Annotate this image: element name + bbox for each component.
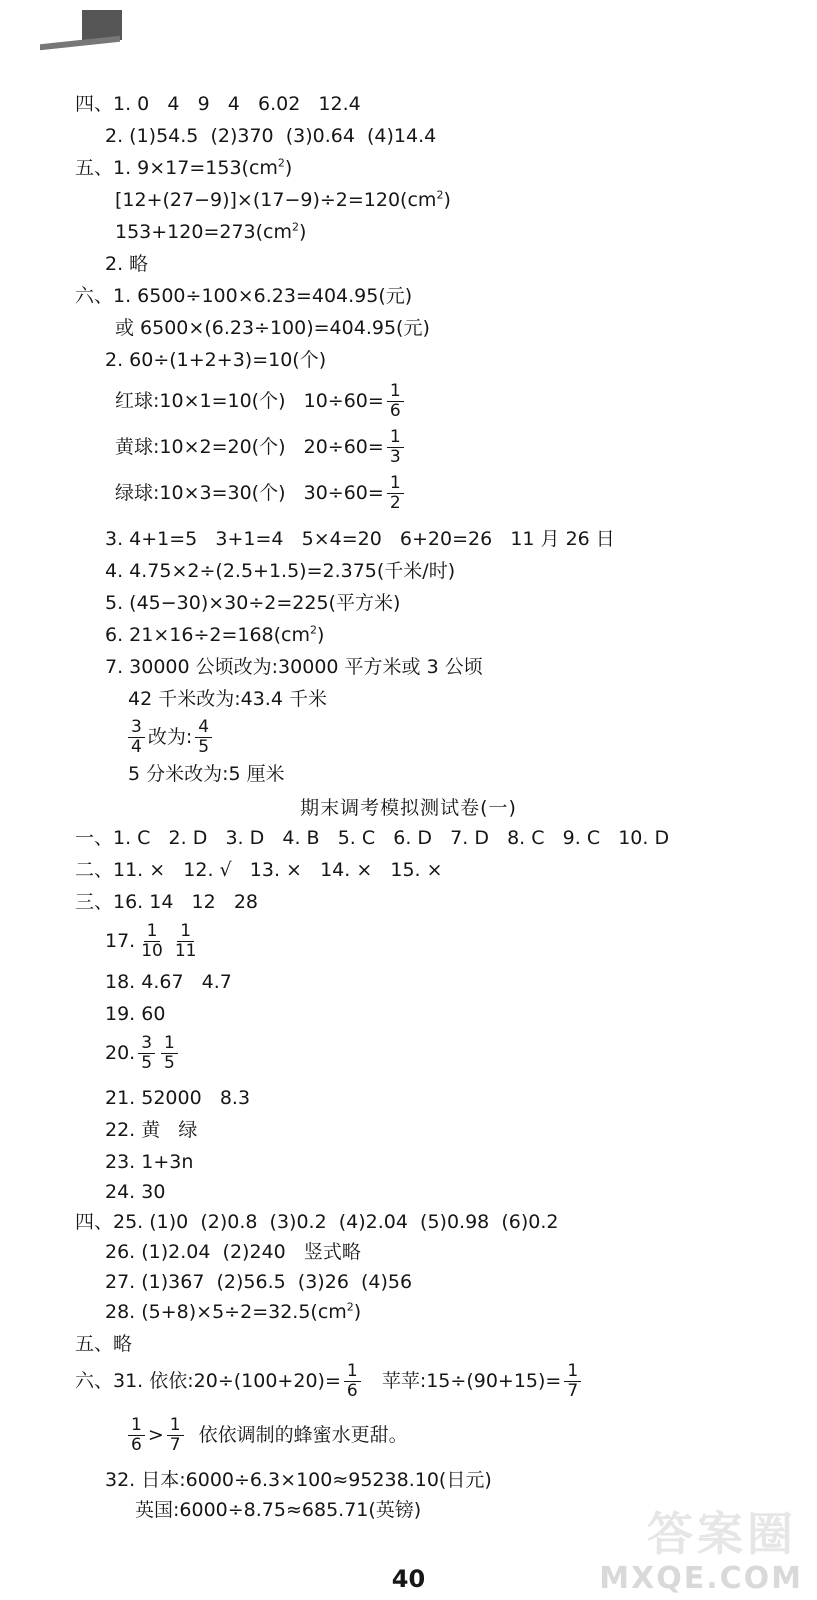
fraction: $\frac{4}{5}$	[195, 718, 212, 757]
answer-line: 21. 52000 8.3	[105, 1087, 251, 1109]
page-number: 40	[391, 1565, 426, 1593]
answer-line: 2. (1)54.5 (2)370 (3)0.64 (4)14.4	[105, 125, 437, 147]
fraction: $\frac{1}{6}$	[387, 382, 404, 421]
watermark-logo: 答案圈	[647, 1507, 797, 1561]
answer-line: 黄球:10×2=20(个) 20÷60= $\frac{1}{3}$	[115, 426, 407, 468]
answer-line: 3. 4+1=5 3+1=4 5×4=20 6+20=26 11 月 26 日	[105, 528, 615, 550]
answer-line: 三、16. 14 12 28	[75, 891, 259, 913]
fraction: $\frac{3}{4}$	[128, 718, 145, 757]
fraction: $\frac{1}{7}$	[564, 1362, 581, 1401]
answer-line: 六、31. 依依:20÷(100+20)= $\frac{1}{6}$ 苹苹:15÷(90+15)= $\frac{1}{7}$	[75, 1360, 584, 1402]
answer-line: 32. 日本:6000÷6.3×100≈95238.10(日元)	[105, 1469, 492, 1491]
answer-line: 六、1. 6500÷100×6.23=404.95(元)	[75, 285, 413, 307]
answer-line: 17. $\frac{1}{10}$ $\frac{1}{11}$	[105, 920, 203, 962]
fraction: $\frac{1}{3}$	[387, 428, 404, 467]
answer-line: 27. (1)367 (2)56.5 (3)26 (4)56	[105, 1271, 413, 1293]
answer-line: 英国:6000÷8.75≈685.71(英镑)	[135, 1499, 422, 1521]
section-title: 期末调考模拟测试卷(一)	[300, 797, 517, 819]
answer-line: 红球:10×1=10(个) 10÷60= $\frac{1}{6}$	[115, 380, 407, 422]
answer-line: 五、1. $9\times 17=153(cm^2)$	[75, 156, 293, 179]
answer-line: 2. 60÷(1+2+3)=10(个)	[105, 349, 327, 371]
fraction: $\frac{3}{5}$	[138, 1034, 155, 1073]
answer-line: 二、11. × 12. √ 13. × 14. × 15. ×	[75, 859, 443, 881]
answer-line: 20. $\frac{3}{5}$ $\frac{1}{5}$	[105, 1032, 181, 1074]
answer-line: $153+120=273(cm^2)$	[115, 220, 307, 243]
answer-line: 6. $21\times 16\div 2=168(cm^2)$	[105, 623, 325, 646]
header-decoration-bar	[40, 36, 120, 50]
answer-line: 18. 4.67 4.7	[105, 971, 232, 993]
answer-line: 23. 1+3n	[105, 1151, 194, 1173]
answer-line: $[12+(27-9)]\times(17-9)\div 2=120(cm^2)$	[115, 188, 451, 211]
fraction: $\frac{1}{6}$	[344, 1362, 361, 1401]
answer-line: 四、25. (1)0 (2)0.8 (3)0.2 (4)2.04 (5)0.98 (6)0.2	[75, 1211, 559, 1233]
answer-line: 一、1. C 2. D 3. D 4. B 5. C 6. D 7. D 8. C 9. C 10. D	[75, 827, 670, 849]
answer-line: 5 分米改为:5 厘米	[128, 763, 285, 785]
fraction: $\frac{1}{11}$	[174, 921, 197, 961]
answer-line: 26. (1)2.04 (2)240 竖式略	[105, 1241, 361, 1263]
answer-line: 19. 60	[105, 1003, 166, 1025]
answer-line: 五、略	[75, 1333, 133, 1355]
answer-line: 24. 30	[105, 1181, 166, 1203]
answer-line: 42 千米改为:43.4 千米	[128, 688, 327, 710]
answer-line: 绿球:10×3=30(个) 30÷60= $\frac{1}{2}$	[115, 472, 407, 514]
fraction: $\frac{1}{7}$	[167, 1416, 184, 1455]
answer-line: 5. (45−30)×30÷2=225(平方米)	[105, 592, 401, 614]
fraction: $\frac{1}{6}$	[128, 1416, 145, 1455]
answer-line: 28. $(5+8)\times 5\div 2=32.5(cm^2)$	[105, 1300, 362, 1323]
answer-line: 四、1. 0 4 9 4 6.02 12.4	[75, 93, 361, 115]
fraction: $\frac{1}{10}$	[141, 921, 163, 961]
watermark-url: MXQE.COM	[599, 1561, 803, 1596]
answer-line: 或 6500×(6.23÷100)=404.95(元)	[115, 317, 430, 339]
answer-line: 2. 略	[105, 253, 149, 275]
answer-line: 4. 4.75×2÷(2.5+1.5)=2.375(千米/时)	[105, 560, 456, 582]
answer-line: 22. 黄 绿	[105, 1119, 198, 1141]
answer-line: 7. 30000 公顷改为:30000 平方米或 3 公顷	[105, 656, 483, 678]
fraction: $\frac{1}{5}$	[161, 1034, 178, 1073]
answer-line: $\frac{1}{6}$ > $\frac{1}{7}$ 依依调制的蜂蜜水更甜。	[125, 1414, 408, 1456]
answer-line: $\frac{3}{4}$ 改为: $\frac{4}{5}$	[125, 716, 215, 758]
fraction: $\frac{1}{2}$	[387, 474, 404, 513]
